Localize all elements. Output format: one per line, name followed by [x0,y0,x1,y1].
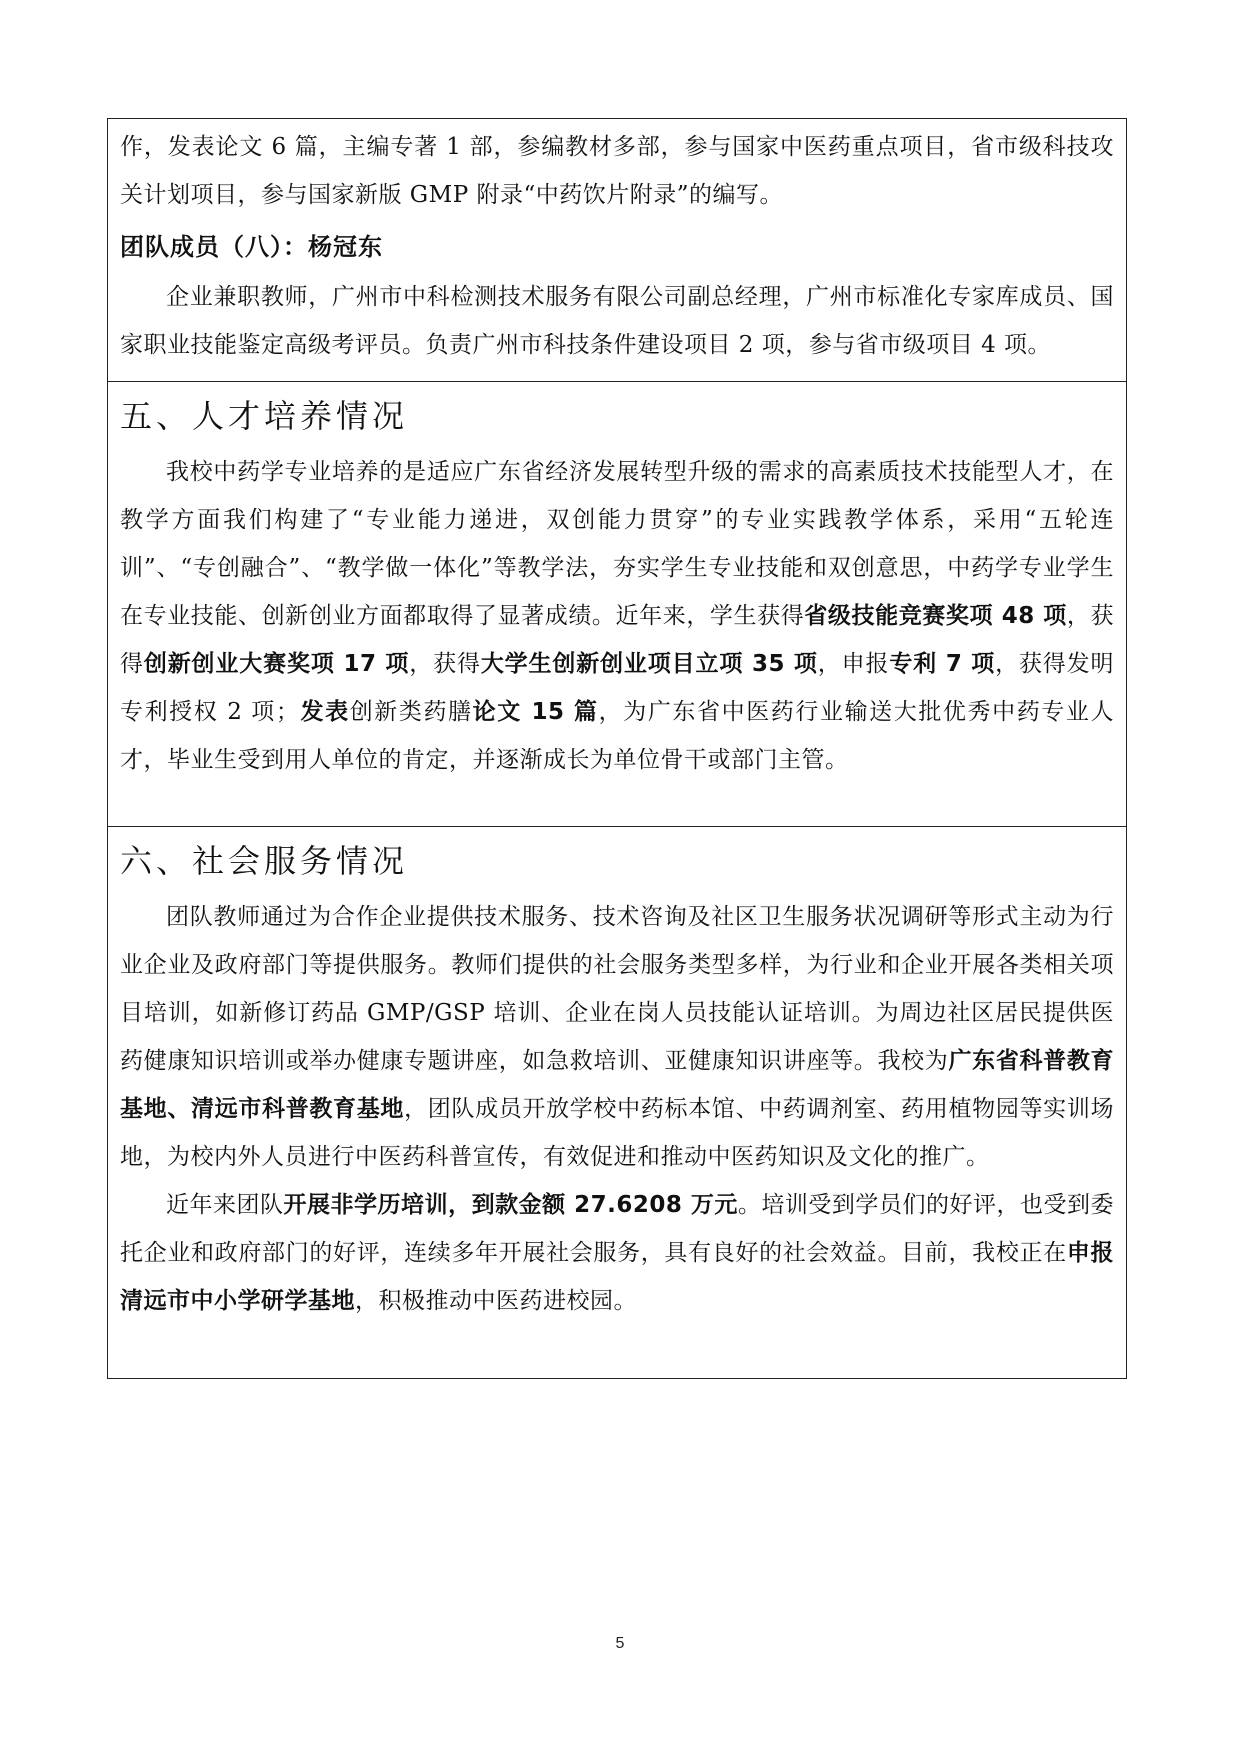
continued-paragraph: 作，发表论文 6 篇，主编专著 1 部，参编教材多部，参与国家中医药重点项目，省市级科技攻关计划项目，参与国家新版 GMP 附录“中药饮片附录”的编写。 [120,134,1114,208]
text-run: ，获得 [409,651,481,677]
page-number: 5 [615,1635,625,1652]
text-run: ，申报 [817,651,890,677]
talent-training-paragraph [108,448,1126,784]
bold-skill-awards: 省级技能竞赛奖项 48 项 [804,603,1067,629]
bold-papers: 论文 15 篇 [472,699,599,725]
social-service-cell [108,827,1126,1378]
text-run: 团队教师通过为合作企业提供技术服务、技术咨询及社区卫生服务状况调研等形式主动为行业企业及政府部门等提供服务。教师们提供的社会服务类型多样，为行业和企业开展各类相关项目培训，如新修订药品 GMP/GSP 培训、企业在岗人员技能认证培训。为周边社区居民提供医药健康知识培训或举办健康专题讲座，如急救培训、亚健康知识讲座等。我校为 [120,904,1114,1074]
section-six-title: 六、社会服务情况 [120,842,409,880]
section-five-title: 五、人才培养情况 [120,397,409,435]
content-table [107,118,1127,1379]
text-run: ，为广东省中医药行业输送大批优秀中药专业人才，毕业生受到用人单位的肯定，并逐渐成长为单位骨干或部门主管。 [120,699,1114,773]
text-run: 近年来团队 [166,1192,284,1218]
bold-patents: 专利 7 项 [889,651,996,677]
social-service-paragraph-1 [108,893,1126,1181]
bold-science-bases: 广东省科普教育基地、清远市科普教育基地 [120,1048,1115,1122]
team-members-cell [108,119,1126,382]
bold-training-income: 开展非学历培训，到款金额 27.6208 万元 [283,1192,738,1218]
member-eight-title: 团队成员（八）：杨冠东 [120,233,383,261]
member-eight-description: 企业兼职教师，广州市中科检测技术服务有限公司副总经理，广州市标准化专家库成员、国家职业技能鉴定高级考评员。负责广州市科技条件建设项目 2 项，参与省市级项目 4 项。 [120,284,1114,358]
bold-innovation-awards: 创新创业大赛奖项 17 项 [143,651,410,677]
text-run: 。培训受到学员们的好评，也受到委托企业和政府部门的好评，连续多年开展社会服务，具有良好的社会效益。目前，我校正在 [120,1192,1114,1266]
talent-training-cell [108,382,1126,827]
social-service-paragraph-2 [108,1181,1126,1325]
bold-study-base: 申报清远市中小学研学基地 [120,1240,1115,1314]
text-run: ，获得 [120,603,1115,677]
text-run: ，获得发明专利授权 2 项； [120,651,1115,725]
bold-student-projects: 大学生创新创业项目立项 35 项 [480,651,818,677]
text-run: 创新类药膳 [349,699,473,725]
text-run: ，积极推动中医药进校园。 [355,1288,637,1314]
text-run: ，团队成员开放学校中药标本馆、中药调剂室、药用植物园等实训场地，为校内外人员进行中医药科普宣传，有效促进和推动中医药知识及文化的推广。 [120,1096,1115,1170]
bold-publish: 发表 [299,699,350,725]
text-run: 我校中药学专业培养的是适应广东省经济发展转型升级的需求的高素质技术技能型人才，在教学方面我们构建了“专业能力递进，双创能力贯穿”的专业实践教学体系，采用“五轮连训”、“专创融合”、“教学做一体化”等教学法，夯实学生专业技能和双创意思，中药学专业学生在专业技能、创新创业方面都取得了显著成绩。近年来，学生获得 [120,459,1114,629]
